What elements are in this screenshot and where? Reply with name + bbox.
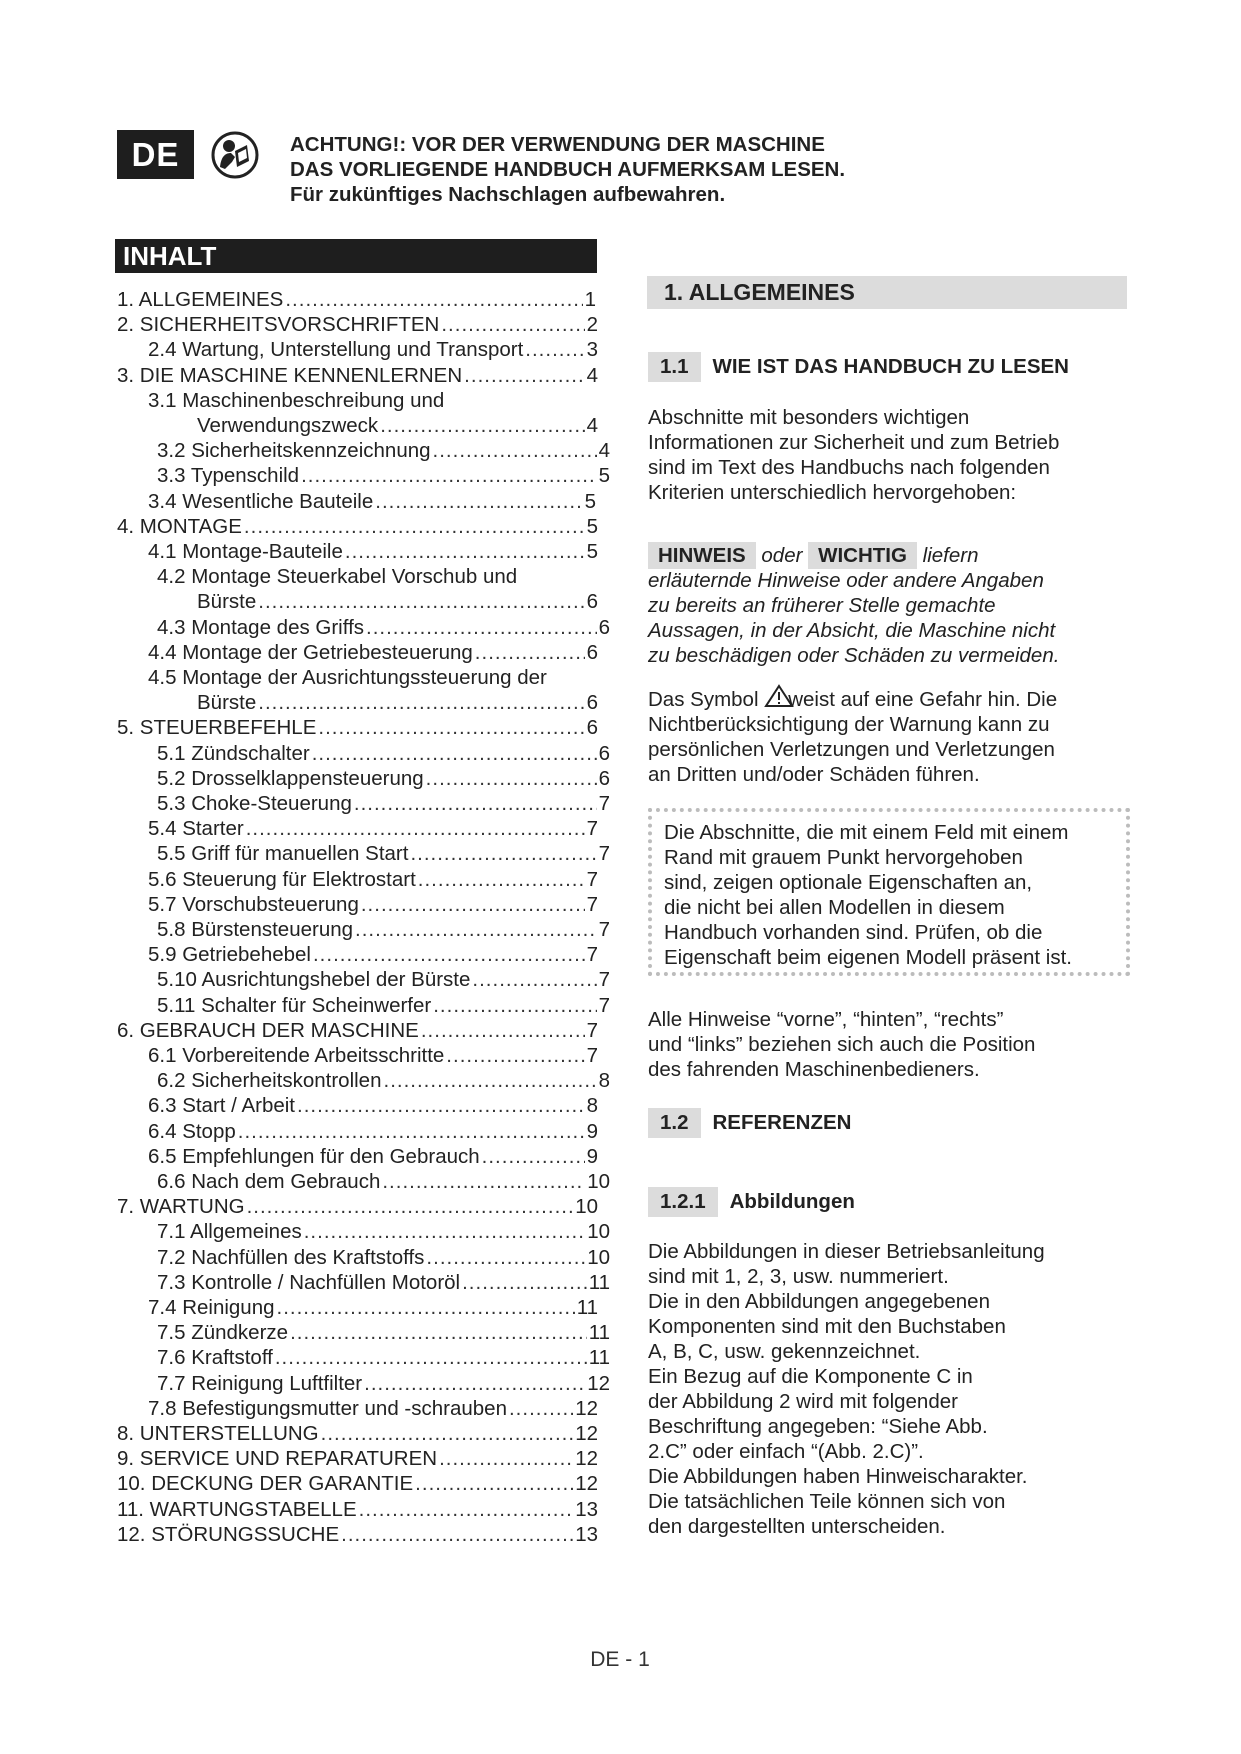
text-line: zu beschädigen oder Schäden zu vermeiden. <box>648 644 1060 667</box>
toc-leader-dots <box>482 1144 585 1169</box>
toc-leader-dots <box>380 413 584 438</box>
text-line: der Abbildung 2 wird mit folgender <box>648 1390 958 1413</box>
toc-entry-title: 5.9 Getriebehebel <box>148 943 311 966</box>
text-line: Handbuch vorhanden sind. Prüfen, ob die <box>664 921 1043 944</box>
subsection-heading-1-2 <box>648 1108 851 1138</box>
toc-title: INHALT <box>115 239 597 273</box>
toc-entry[interactable] <box>157 841 610 866</box>
toc-entry[interactable] <box>148 539 598 564</box>
toc-entry-title: 4.1 Montage-Bauteile <box>148 540 343 563</box>
toc-entry[interactable] <box>117 1421 598 1446</box>
toc-entry-page: 7 <box>598 968 610 991</box>
toc-entry-page: 7 <box>598 792 610 815</box>
toc-leader-dots <box>464 363 584 388</box>
toc-entry[interactable] <box>157 766 610 791</box>
toc-leader-dots <box>277 1295 575 1320</box>
toc-entry-title: 2.4 Wartung, Unterstellung und Transport <box>148 338 524 361</box>
subsection-number: 1.2.1 <box>648 1187 718 1217</box>
toc-entry-page: 4 <box>586 414 598 437</box>
toc-leader-dots <box>341 1522 573 1547</box>
text-line: Kriterien unterschiedlich hervorgehoben: <box>648 481 1017 504</box>
text-line: sind mit 1, 2, 3, usw. nummeriert. <box>648 1265 949 1288</box>
toc-leader-dots <box>475 640 585 665</box>
toc-entry-page: 12 <box>575 1447 598 1470</box>
toc-entry[interactable] <box>157 741 610 766</box>
toc-leader-dots <box>433 438 597 463</box>
toc-leader-dots <box>355 917 597 942</box>
toc-entry-page: 7 <box>598 994 610 1017</box>
text-line: Eigenschaft beim eigenen Modell präsent ist. <box>664 946 1072 969</box>
figures-paragraph <box>648 1239 1045 1539</box>
note-paragraph <box>648 543 1059 668</box>
toc-entry[interactable] <box>117 1018 598 1043</box>
toc-entry-title: 7. WARTUNG <box>117 1195 245 1218</box>
toc-entry-page: 13 <box>575 1498 598 1521</box>
text-line: des fahrenden Maschinenbedieners. <box>648 1058 980 1081</box>
toc-entry[interactable] <box>157 1068 610 1093</box>
toc-entry-title: 7.8 Befestigungsmutter und -schrauben <box>148 1397 507 1420</box>
text-line: Alle Hinweise “vorne”, “hinten”, “rechts” <box>648 1008 1004 1031</box>
toc-leader-dots <box>297 1093 585 1118</box>
text-line: Komponenten sind mit den Buchstaben <box>648 1315 1006 1338</box>
toc-entry[interactable] <box>117 287 596 312</box>
optional-feature-text <box>664 820 1072 970</box>
toc-entry-title: 2. SICHERHEITSVORSCHRIFTEN <box>117 313 440 336</box>
text-line: Abschnitte mit besonders wichtigen <box>648 406 970 429</box>
toc-entry[interactable] <box>157 917 610 942</box>
toc-entry-page: 9 <box>586 1120 598 1143</box>
text-line: Die Abbildungen haben Hinweischarakter. <box>648 1465 1028 1488</box>
toc-entry-page: 12 <box>575 1422 598 1445</box>
text-line: und “links” beziehen sich auch die Position <box>648 1033 1036 1056</box>
subsection-heading-1-2-1 <box>648 1187 855 1217</box>
toc-entry-title: 7.7 Reinigung Luftfilter <box>157 1372 363 1395</box>
text-line: Informationen zur Sicherheit und zum Betrieb <box>648 431 1060 454</box>
toc-entry-page: 12 <box>587 1372 610 1395</box>
toc-leader-dots <box>246 816 585 841</box>
toc-entry-title: 7.5 Zündkerze <box>157 1321 289 1344</box>
toc-entry-title: 3.2 Sicherheitskennzeichnung <box>157 439 431 462</box>
toc-entry[interactable] <box>157 615 610 640</box>
hinweis-tag: HINWEIS <box>648 542 756 569</box>
section-heading: 1. ALLGEMEINES <box>647 276 1127 309</box>
text-line: Die Abschnitte, die mit einem Feld mit einem <box>664 821 1069 844</box>
toc-entry[interactable] <box>157 1320 610 1345</box>
text-line: persönlichen Verletzungen und Verletzungen <box>648 738 1055 761</box>
toc-entry-title: 6.1 Vorbereitende Arbeitsschritte <box>148 1044 445 1067</box>
toc-leader-dots <box>426 766 597 791</box>
toc-entry-page: 7 <box>586 943 598 966</box>
toc-entry-page: 8 <box>598 1069 610 1092</box>
subsection-number: 1.1 <box>648 352 701 382</box>
text-line: den dargestellten unterscheiden. <box>648 1515 946 1538</box>
toc-entry-page: 5 <box>586 540 598 563</box>
toc-entry-title: 10. DECKUNG DER GARANTIE <box>117 1472 414 1495</box>
toc-leader-dots <box>364 1371 585 1396</box>
toc-entry-title: 4. MONTAGE <box>117 515 242 538</box>
text-line: Ein Bezug auf die Komponente C in <box>648 1365 973 1388</box>
text-line: an Dritten und/oder Schäden führen. <box>648 763 980 786</box>
toc-entry-page: 9 <box>586 1145 598 1168</box>
toc-entry-title: 5. STEUERBEFEHLE <box>117 716 317 739</box>
toc-leader-dots <box>375 489 582 514</box>
toc-entry-title: Verwendungszweck <box>197 414 379 437</box>
toc-entry[interactable] <box>117 1471 598 1496</box>
toc-entry-page: 6 <box>598 742 610 765</box>
toc-entry-title: 3.4 Wesentliche Bauteile <box>148 490 374 513</box>
text-line: Nichtberücksichtigung der Warnung kann zu <box>648 713 1050 736</box>
toc-entry-page: 11 <box>588 1321 610 1344</box>
text-line: Beschriftung angegeben: “Siehe Abb. <box>648 1415 988 1438</box>
toc-entry-title: Bürste <box>197 691 257 714</box>
toc-entry[interactable] <box>117 1446 598 1471</box>
toc-entry-page: 12 <box>575 1472 598 1495</box>
toc-entry[interactable] <box>197 413 598 438</box>
toc-entry-title: 5.10 Ausrichtungshebel der Bürste <box>157 968 471 991</box>
toc-leader-dots <box>525 337 584 362</box>
toc-entry-title: 6.4 Stopp <box>148 1120 236 1143</box>
toc-leader-dots <box>426 1245 585 1270</box>
toc-entry[interactable] <box>117 312 598 337</box>
toc-entry[interactable] <box>157 463 610 488</box>
text-line: sind, zeigen optionale Eigenschaften an, <box>664 871 1033 894</box>
toc-entry-page: 7 <box>598 842 610 865</box>
subsection-heading-1-1 <box>648 352 1069 382</box>
toc-entry-page: 6 <box>586 590 598 613</box>
toc-leader-dots <box>361 892 585 917</box>
text-line: Aussagen, in der Absicht, die Maschine nicht <box>648 619 1056 642</box>
toc-entry-page: 12 <box>575 1397 598 1420</box>
toc-entry-page: 4 <box>586 364 598 387</box>
toc-entry-title: Bürste <box>197 590 257 613</box>
toc-entry-page: 5 <box>586 515 598 538</box>
toc-leader-dots <box>384 1068 597 1093</box>
toc-leader-dots <box>238 1119 585 1144</box>
toc-entry[interactable] <box>117 514 598 539</box>
toc-entry[interactable] <box>148 942 598 967</box>
toc-leader-dots <box>354 791 597 816</box>
toc-entry-title: 4.3 Montage des Griffs <box>157 616 365 639</box>
toc-entry[interactable] <box>117 715 598 740</box>
toc-entry[interactable] <box>148 892 598 917</box>
toc-entry-title: 5.8 Bürstensteuerung <box>157 918 354 941</box>
liefern-text: liefern <box>916 544 979 567</box>
text-line: zu bereits an früherer Stelle gemachte <box>648 594 996 617</box>
toc-leader-dots <box>345 539 585 564</box>
toc-entry-title: 7.6 Kraftstoff <box>157 1346 273 1369</box>
toc-entry-page: 7 <box>586 1044 598 1067</box>
text-line: sind im Text des Handbuchs nach folgenden <box>648 456 1050 479</box>
toc-entry-page: 5 <box>584 490 596 513</box>
toc-entry-page: 10 <box>587 1246 610 1269</box>
toc-entry-page: 13 <box>575 1523 598 1546</box>
toc-entry[interactable] <box>157 993 610 1018</box>
text-line: 2.C” oder einfach “(Abb. 2.C)”. <box>648 1440 924 1463</box>
toc-entry-page: 7 <box>586 1019 598 1042</box>
toc-entry-page: 11 <box>576 1296 598 1319</box>
toc-entry[interactable] <box>148 489 596 514</box>
toc-entry[interactable] <box>197 589 598 614</box>
toc-entry-page: 6 <box>598 767 610 790</box>
toc-entry-title: 7.1 Allgemeines <box>157 1220 302 1243</box>
toc-entry-title: 6. GEBRAUCH DER MASCHINE <box>117 1019 419 1042</box>
toc-entry[interactable] <box>148 1144 598 1169</box>
text-line: erläuternde Hinweise oder andere Angaben <box>648 569 1044 592</box>
toc-entry-page: 10 <box>587 1170 610 1193</box>
subsection-number: 1.2 <box>648 1108 701 1138</box>
toc-leader-dots <box>313 942 585 967</box>
toc-entry-page: 11 <box>588 1271 610 1294</box>
symbol-prefix: Das Symbol <box>648 688 765 711</box>
toc-leader-dots <box>321 1421 574 1446</box>
toc-entry[interactable] <box>148 1119 598 1144</box>
warning-line: DAS VORLIEGENDE HANDBUCH AUFMERKSAM LESEN. <box>290 158 846 181</box>
symbol-suffix: weist auf eine Gefahr hin. Die <box>788 688 1058 711</box>
toc-entry-page: 5 <box>598 464 610 487</box>
toc-entry-title: 6.3 Start / Arbeit <box>148 1094 295 1117</box>
page-number: DE - 1 <box>590 1648 650 1671</box>
wichtig-tag: WICHTIG <box>808 542 917 569</box>
toc-entry-title: 3. DIE MASCHINE KENNENLERNEN <box>117 364 463 387</box>
toc-leader-dots <box>304 1219 585 1244</box>
toc-entry[interactable] <box>117 1497 598 1522</box>
toc-entry-title: 1. ALLGEMEINES <box>117 288 284 311</box>
toc-entry-title: 7.4 Reinigung <box>148 1296 275 1319</box>
toc-entry-page: 7 <box>586 817 598 840</box>
toc-entry-title: 6.5 Empfehlungen für den Gebrauch <box>148 1145 480 1168</box>
toc-entry-title: 5.6 Steuerung für Elektrostart <box>148 868 416 891</box>
text-line: Die Abbildungen in dieser Betriebsanleitung <box>648 1240 1045 1263</box>
toc-entry-page: 10 <box>587 1220 610 1243</box>
toc-leader-dots <box>285 287 582 312</box>
symbol-paragraph <box>648 684 1057 787</box>
toc-leader-dots <box>462 1270 587 1295</box>
toc-entry-page: 4 <box>598 439 610 462</box>
table-of-contents <box>0 0 620 1600</box>
toc-entry-title: 5.7 Vorschubsteuerung <box>148 893 359 916</box>
toc-entry[interactable] <box>157 1245 610 1270</box>
toc-entry-title: 9. SERVICE UND REPARATUREN <box>117 1447 438 1470</box>
subsection-title: Abbildungen <box>729 1190 855 1213</box>
toc-entry[interactable] <box>157 1270 610 1295</box>
toc-leader-dots <box>446 1043 584 1068</box>
toc-entry[interactable] <box>117 1522 598 1547</box>
toc-leader-dots <box>441 312 584 337</box>
toc-entry[interactable] <box>148 640 598 665</box>
toc-entry-title: 6.6 Nach dem Gebrauch <box>157 1170 381 1193</box>
toc-leader-dots <box>258 589 584 614</box>
toc-leader-dots <box>509 1396 573 1421</box>
toc-entry-page: 7 <box>586 893 598 916</box>
toc-entry[interactable] <box>157 791 610 816</box>
toc-leader-dots <box>258 690 584 715</box>
toc-entry-page: 7 <box>586 868 598 891</box>
toc-entry[interactable] <box>148 816 598 841</box>
text-line: Die in den Abbildungen angegebenen <box>648 1290 990 1313</box>
toc-entry-page: 11 <box>588 1346 610 1369</box>
toc-entry-page: 6 <box>586 691 598 714</box>
toc-leader-dots <box>247 1194 574 1219</box>
text-line: A, B, C, usw. gekennzeichnet. <box>648 1340 921 1363</box>
toc-entry-page: 6 <box>586 641 598 664</box>
toc-leader-dots <box>433 993 596 1018</box>
text-line: Rand mit grauem Punkt hervorgehoben <box>664 846 1023 869</box>
toc-entry-title: 7.3 Kontrolle / Nachfüllen Motoröl <box>157 1271 461 1294</box>
toc-entry-title: 6.2 Sicherheitskontrollen <box>157 1069 382 1092</box>
toc-entry-title: 5.11 Schalter für Scheinwerfer <box>157 994 432 1017</box>
toc-entry[interactable] <box>157 1169 610 1194</box>
toc-entry[interactable] <box>157 1345 610 1370</box>
toc-entry-title: 5.1 Zündschalter <box>157 742 310 765</box>
toc-entry[interactable] <box>117 363 598 388</box>
toc-entry-page: 6 <box>598 616 610 639</box>
toc-entry[interactable] <box>197 690 598 715</box>
toc-entry-title: 5.3 Choke-Steuerung <box>157 792 352 815</box>
toc-entry[interactable] <box>157 967 610 992</box>
toc-leader-dots <box>415 1471 573 1496</box>
toc-entry[interactable]: 3.1 Maschinenbeschreibung und <box>148 389 445 412</box>
toc-leader-dots <box>290 1320 587 1345</box>
toc-leader-dots <box>275 1345 587 1370</box>
toc-leader-dots <box>439 1446 573 1471</box>
language-badge: DE <box>117 130 194 179</box>
toc-entry-title: 3.3 Typenschild <box>157 464 300 487</box>
toc-entry[interactable] <box>148 1043 598 1068</box>
toc-leader-dots <box>312 741 597 766</box>
toc-leader-dots <box>418 867 585 892</box>
toc-entry-page: 8 <box>586 1094 598 1117</box>
toc-entry[interactable] <box>157 1371 610 1396</box>
toc-entry-title: 5.2 Drosselklappensteuerung <box>157 767 424 790</box>
toc-entry-title: 7.2 Nachfüllen des Kraftstoffs <box>157 1246 425 1269</box>
toc-entry-page: 1 <box>584 288 596 311</box>
toc-entry[interactable] <box>148 337 598 362</box>
toc-leader-dots <box>366 615 597 640</box>
oder-text: oder <box>755 544 809 567</box>
text-line: die nicht bei allen Modellen in diesem <box>664 896 1005 919</box>
toc-entry-page: 10 <box>575 1195 598 1218</box>
toc-leader-dots <box>244 514 585 539</box>
toc-entry-title: 8. UNTERSTELLUNG <box>117 1422 319 1445</box>
toc-leader-dots <box>421 1018 585 1043</box>
toc-entry[interactable] <box>148 1295 598 1320</box>
toc-entry[interactable] <box>157 1219 610 1244</box>
toc-entry[interactable] <box>148 1396 598 1421</box>
toc-leader-dots <box>359 1497 574 1522</box>
toc-entry-page: 6 <box>586 716 598 739</box>
toc-leader-dots <box>301 463 597 488</box>
toc-leader-dots <box>410 841 596 866</box>
toc-entry-page: 3 <box>586 338 598 361</box>
toc-entry[interactable] <box>157 438 610 463</box>
toc-entry[interactable] <box>148 867 598 892</box>
toc-entry-page: 2 <box>586 313 598 336</box>
toc-entry-title: 5.4 Starter <box>148 817 244 840</box>
toc-entry-title: 4.4 Montage der Getriebesteuerung <box>148 641 473 664</box>
intro-paragraph <box>648 405 1059 505</box>
toc-leader-dots <box>318 715 584 740</box>
toc-entry[interactable]: 4.2 Montage Steuerkabel Vorschub und <box>157 565 518 588</box>
toc-entry[interactable] <box>117 1194 598 1219</box>
text-line: Die tatsächlichen Teile können sich von <box>648 1490 1006 1513</box>
warning-line: Für zukünftiges Nachschlagen aufbewahren. <box>290 183 726 206</box>
subsection-title: REFERENZEN <box>712 1111 852 1134</box>
toc-entry[interactable] <box>148 1093 598 1118</box>
toc-entry-title: 11. WARTUNGSTABELLE <box>117 1498 357 1521</box>
warning-line: ACHTUNG!: VOR DER VERWENDUNG DER MASCHINE <box>290 133 825 156</box>
toc-entry-title: 12. STÖRUNGSSUCHE <box>117 1523 340 1546</box>
toc-leader-dots <box>382 1169 585 1194</box>
toc-entry-title: 5.5 Griff für manuellen Start <box>157 842 409 865</box>
toc-entry[interactable]: 4.5 Montage der Ausrichtungssteuerung der <box>148 666 547 689</box>
subsection-title: WIE IST DAS HANDBUCH ZU LESEN <box>712 355 1069 378</box>
toc-leader-dots <box>472 967 596 992</box>
direction-paragraph <box>648 1007 1035 1082</box>
toc-entry-page: 7 <box>598 918 610 941</box>
